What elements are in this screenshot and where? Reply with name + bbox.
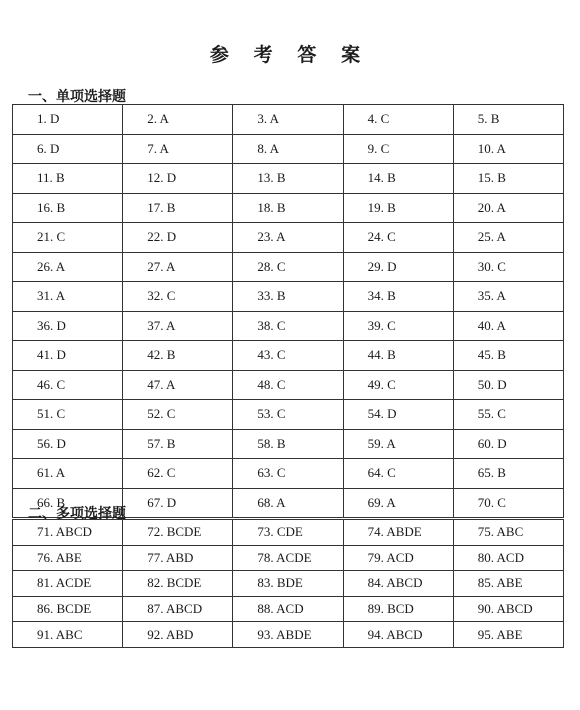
answer-cell: 71. ABCD — [13, 520, 123, 546]
answer-cell: 42. B — [123, 341, 233, 371]
answer-cell: 38. C — [233, 311, 343, 341]
table-row — [13, 282, 564, 312]
answer-cell: 85. ABE — [453, 571, 563, 597]
answer-cell: 80. ACD — [453, 545, 563, 571]
answer-cell: 35. A — [453, 282, 563, 312]
answer-cell: 95. ABE — [453, 622, 563, 648]
answer-cell: 20. A — [453, 193, 563, 223]
answer-cell: 27. A — [123, 252, 233, 282]
table-row — [13, 429, 564, 459]
answer-cell: 76. ABE — [13, 545, 123, 571]
table-row — [13, 370, 564, 400]
answer-cell: 12. D — [123, 164, 233, 194]
answer-cell: 3. A — [233, 105, 343, 135]
answer-cell: 49. C — [343, 370, 453, 400]
answer-cell: 31. A — [13, 282, 123, 312]
single-choice-answer-table — [12, 104, 564, 518]
answer-cell: 44. B — [343, 341, 453, 371]
answer-cell: 57. B — [123, 429, 233, 459]
table-row — [13, 459, 564, 489]
table-row — [13, 571, 564, 597]
answer-cell: 47. A — [123, 370, 233, 400]
answer-cell: 86. BCDE — [13, 596, 123, 622]
answer-cell: 70. C — [453, 488, 563, 518]
answer-cell: 84. ABCD — [343, 571, 453, 597]
answer-cell: 16. B — [13, 193, 123, 223]
multiple-choice-answer-table — [12, 519, 564, 648]
answer-cell: 18. B — [233, 193, 343, 223]
answer-cell: 13. B — [233, 164, 343, 194]
table-row — [13, 622, 564, 648]
answer-cell: 46. C — [13, 370, 123, 400]
answer-cell: 83. BDE — [233, 571, 343, 597]
answer-cell: 88. ACD — [233, 596, 343, 622]
answer-cell: 36. D — [13, 311, 123, 341]
answer-cell: 48. C — [233, 370, 343, 400]
answer-cell: 11. B — [13, 164, 123, 194]
answer-cell: 92. ABD — [123, 622, 233, 648]
table-row — [13, 596, 564, 622]
answer-cell: 25. A — [453, 223, 563, 253]
answer-cell: 39. C — [343, 311, 453, 341]
answer-cell: 5. B — [453, 105, 563, 135]
answer-cell: 93. ABDE — [233, 622, 343, 648]
answer-cell: 89. BCD — [343, 596, 453, 622]
table-row — [13, 164, 564, 194]
answer-cell: 72. BCDE — [123, 520, 233, 546]
section-heading-multiple-choice: 二、多项选择题 — [28, 507, 126, 522]
answer-cell: 74. ABDE — [343, 520, 453, 546]
table-row — [13, 193, 564, 223]
table-row — [13, 105, 564, 135]
answer-cell: 77. ABD — [123, 545, 233, 571]
answer-cell: 32. C — [123, 282, 233, 312]
table-row — [13, 252, 564, 282]
answer-cell: 26. A — [13, 252, 123, 282]
answer-cell: 33. B — [233, 282, 343, 312]
answer-cell: 14. B — [343, 164, 453, 194]
answer-cell: 41. D — [13, 341, 123, 371]
answer-cell: 65. B — [453, 459, 563, 489]
answer-cell: 7. A — [123, 134, 233, 164]
answer-cell: 53. C — [233, 400, 343, 430]
section-heading-single-choice: 一、单项选择题 — [28, 90, 126, 105]
table-row — [13, 545, 564, 571]
table-row — [13, 311, 564, 341]
answer-cell: 4. C — [343, 105, 453, 135]
table-row — [13, 520, 564, 546]
answer-cell: 91. ABC — [13, 622, 123, 648]
answer-cell: 43. C — [233, 341, 343, 371]
answer-cell: 50. D — [453, 370, 563, 400]
answer-cell: 79. ACD — [343, 545, 453, 571]
answer-cell: 52. C — [123, 400, 233, 430]
answer-cell: 69. A — [343, 488, 453, 518]
answer-cell: 6. D — [13, 134, 123, 164]
answer-cell: 51. C — [13, 400, 123, 430]
answer-cell: 81. ACDE — [13, 571, 123, 597]
answer-cell: 34. B — [343, 282, 453, 312]
table-row — [13, 223, 564, 253]
answer-cell: 22. D — [123, 223, 233, 253]
answer-cell: 21. C — [13, 223, 123, 253]
answer-cell: 37. A — [123, 311, 233, 341]
table-row — [13, 400, 564, 430]
answer-cell: 19. B — [343, 193, 453, 223]
answer-cell: 9. C — [343, 134, 453, 164]
answer-cell: 58. B — [233, 429, 343, 459]
answer-cell: 75. ABC — [453, 520, 563, 546]
answer-cell: 23. A — [233, 223, 343, 253]
answer-cell: 87. ABCD — [123, 596, 233, 622]
answer-cell: 64. C — [343, 459, 453, 489]
answer-cell: 8. A — [233, 134, 343, 164]
answer-cell: 10. A — [453, 134, 563, 164]
answer-cell: 66. B — [13, 488, 123, 518]
table-row — [13, 134, 564, 164]
table-row — [13, 341, 564, 371]
answer-cell: 63. C — [233, 459, 343, 489]
answer-cell: 82. BCDE — [123, 571, 233, 597]
answer-cell: 59. A — [343, 429, 453, 459]
answer-cell: 45. B — [453, 341, 563, 371]
answer-cell: 54. D — [343, 400, 453, 430]
answer-cell: 94. ABCD — [343, 622, 453, 648]
answer-cell: 68. A — [233, 488, 343, 518]
answer-cell: 17. B — [123, 193, 233, 223]
answer-cell: 61. A — [13, 459, 123, 489]
answer-cell: 67. D — [123, 488, 233, 518]
answer-cell: 24. C — [343, 223, 453, 253]
answer-cell: 40. A — [453, 311, 563, 341]
answer-cell: 1. D — [13, 105, 123, 135]
answer-cell: 2. A — [123, 105, 233, 135]
answer-cell: 29. D — [343, 252, 453, 282]
answer-cell: 90. ABCD — [453, 596, 563, 622]
answer-cell: 62. C — [123, 459, 233, 489]
answer-cell: 56. D — [13, 429, 123, 459]
answer-cell: 55. C — [453, 400, 563, 430]
answer-cell: 30. C — [453, 252, 563, 282]
page-title: 参 考 答 案 — [209, 45, 371, 66]
answer-cell: 78. ACDE — [233, 545, 343, 571]
answer-cell: 73. CDE — [233, 520, 343, 546]
answer-cell: 60. D — [453, 429, 563, 459]
answer-cell: 28. C — [233, 252, 343, 282]
answer-cell: 15. B — [453, 164, 563, 194]
